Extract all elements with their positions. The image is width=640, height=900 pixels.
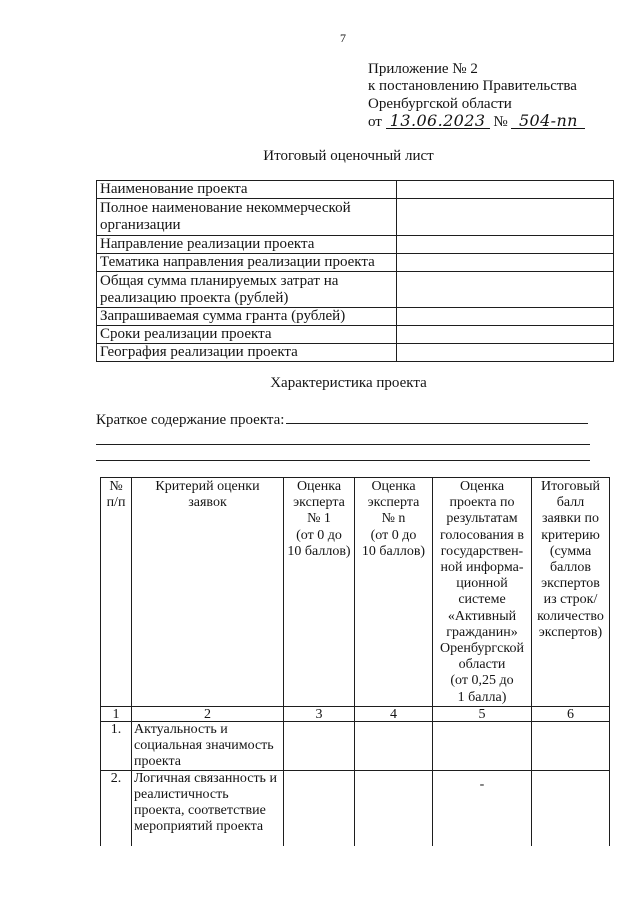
info-value-grant-amount [397, 308, 614, 326]
column-number-6: 6 [532, 707, 610, 722]
row-1-criterion: Актуальность и социальная значимость проекта [132, 722, 284, 771]
header-criterion: Критерий оценки заявок [132, 478, 284, 707]
appendix-line-title: Приложение № 2 [368, 61, 478, 77]
info-row-total-cost [97, 272, 614, 308]
appendix-line-region: Оренбургской области [368, 95, 512, 112]
info-value-organization [397, 199, 614, 236]
info-value-topic [397, 254, 614, 272]
info-value-geography [397, 344, 614, 362]
page-number: 7 [340, 31, 346, 45]
appendix-line-date [368, 110, 585, 130]
criterion-row-1 [101, 722, 610, 771]
brief-summary-label: Краткое содержание проекта: [96, 412, 285, 428]
column-number-2: 2 [132, 707, 284, 722]
appendix-line-decree: к постановлению Правительства [368, 78, 577, 95]
info-row-grant-amount [97, 308, 614, 326]
column-number-4: 4 [355, 707, 433, 722]
column-number-5: 5 [433, 707, 532, 722]
info-label-timeline: Сроки реализации проекта [97, 326, 397, 344]
row-2-expert-n-score [355, 771, 433, 846]
info-row-topic [97, 254, 614, 272]
column-number-1: 1 [101, 707, 132, 722]
info-label-topic: Тематика направления реализации проекта [97, 254, 397, 272]
row-1-number: 1. [101, 722, 132, 771]
row-2-final-score [532, 771, 610, 846]
info-label-geography: География реализации проекта [97, 344, 397, 362]
brief-summary-line-3 [96, 460, 590, 461]
row-2-number: 2. [101, 771, 132, 846]
info-label-total-cost: Общая сумма планируемых затрат на реализацию проекта (рублей) [97, 272, 397, 308]
row-2-expert-1-score [284, 771, 355, 846]
info-label-project-name: Наименование проекта [97, 181, 397, 199]
number-sign: № [493, 113, 508, 130]
info-value-project-name [397, 181, 614, 199]
info-row-organization [97, 199, 614, 236]
info-row-timeline [97, 326, 614, 344]
document-title: Итоговый оценочный лист [263, 148, 434, 164]
info-value-total-cost [397, 272, 614, 308]
info-value-timeline [397, 326, 614, 344]
info-row-geography [97, 344, 614, 362]
criterion-row-2 [101, 771, 610, 846]
row-2-vote-score: - [433, 771, 532, 846]
brief-summary-line-2 [96, 444, 590, 445]
row-1-expert-n-score [355, 722, 433, 771]
handwritten-number: 504-пп [511, 113, 585, 129]
brief-summary [96, 412, 588, 429]
info-label-organization: Полное наименование некоммерческой организации [97, 199, 397, 236]
date-prefix: от [368, 113, 382, 130]
handwritten-date: 13.06.2023 [386, 113, 490, 129]
row-1-expert-1-score [284, 722, 355, 771]
header-public-vote: Оценка проекта по результатам голосования в государствен- ной информа- ционной системе «Активный гражданин» Оренбургской области (от 0,25 до 1 балла) [433, 478, 532, 707]
criteria-header-row [101, 478, 610, 707]
info-label-grant-amount: Запрашиваемая сумма гранта (рублей) [97, 308, 397, 326]
brief-summary-fill-line [286, 423, 588, 424]
row-2-criterion: Логичная связанность и реалистичность проекта, соответствие мероприятий проекта [132, 771, 284, 846]
row-1-final-score [532, 722, 610, 771]
header-expert-n: Оценка эксперта № n (от 0 до 10 баллов) [355, 478, 433, 707]
info-value-direction [397, 236, 614, 254]
header-expert-1: Оценка эксперта № 1 (от 0 до 10 баллов) [284, 478, 355, 707]
info-label-direction: Направление реализации проекта [97, 236, 397, 254]
section-title: Характеристика проекта [270, 375, 427, 391]
header-final-score: Итоговый балл заявки по критерию (сумма баллов экспертов из строк/ количество экспертов) [532, 478, 610, 707]
project-info-table [96, 180, 614, 362]
appendix-block [368, 61, 585, 130]
row-1-vote-score [433, 722, 532, 771]
criteria-table [100, 477, 610, 846]
column-number-3: 3 [284, 707, 355, 722]
column-number-row [101, 707, 610, 722]
info-row-direction [97, 236, 614, 254]
info-row-project-name [97, 181, 614, 199]
header-number: № п/п [101, 478, 132, 707]
